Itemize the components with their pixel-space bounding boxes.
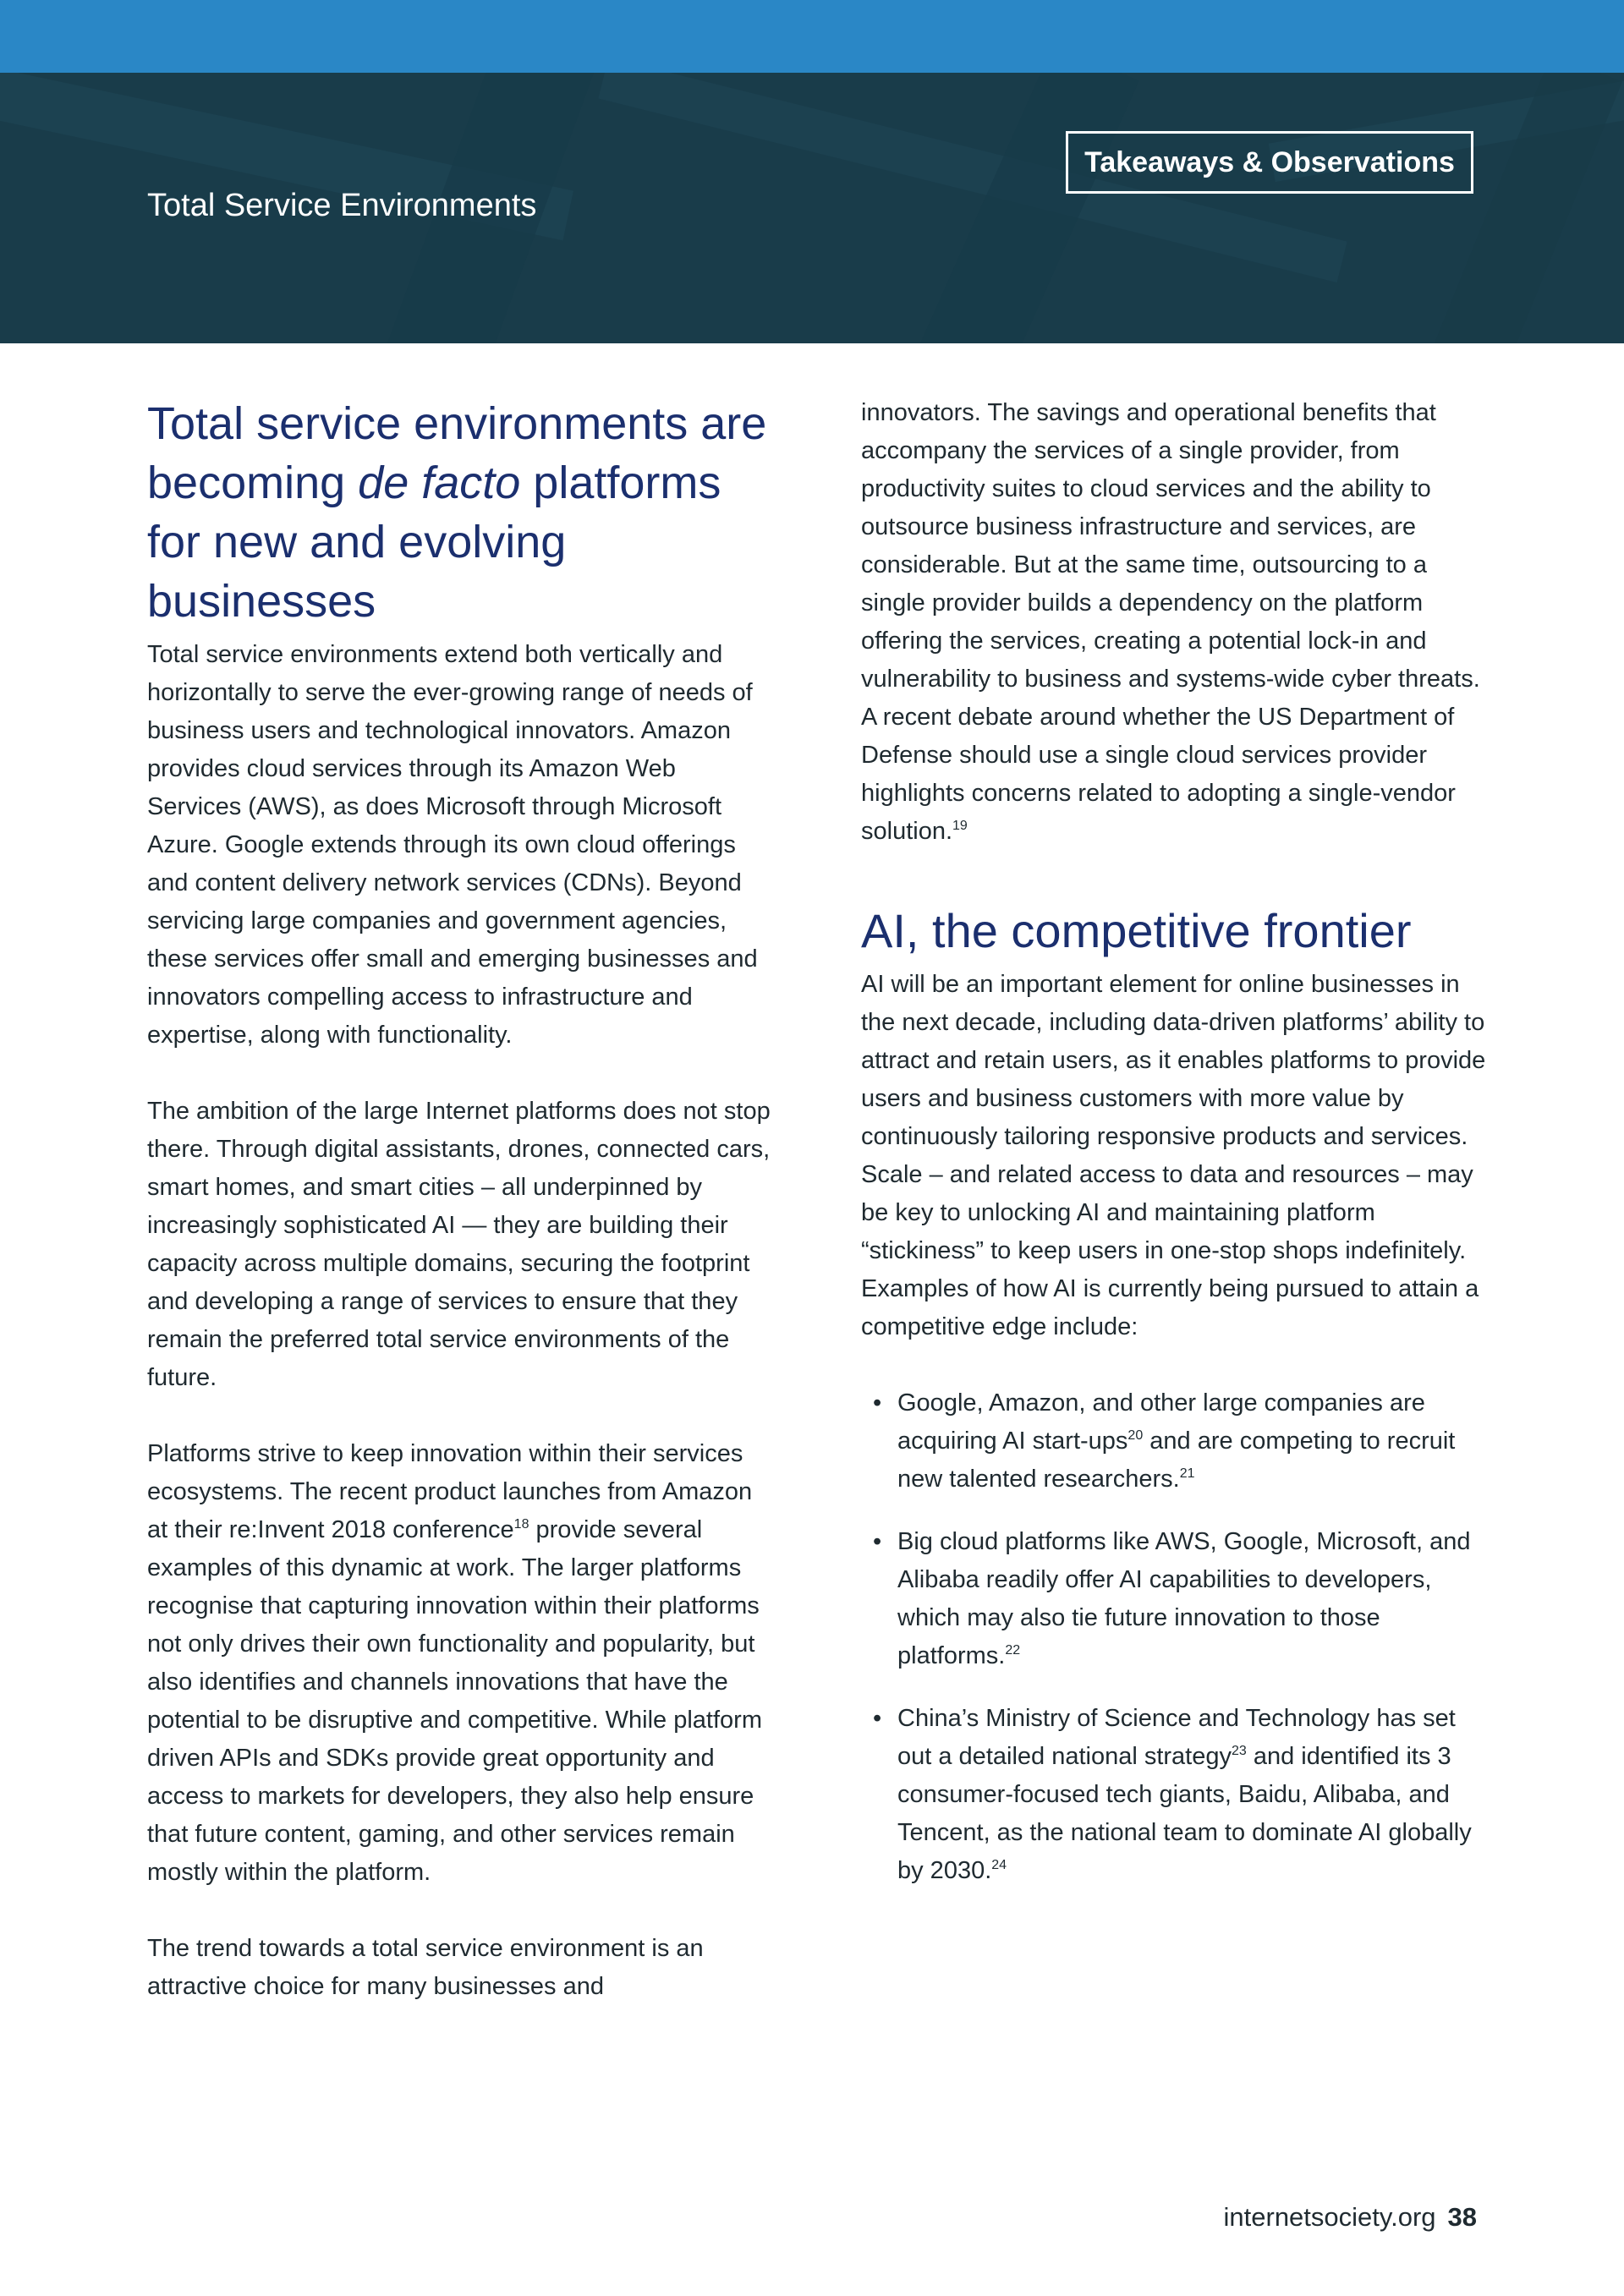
footnote-ref[interactable]: 20 xyxy=(1127,1428,1144,1443)
ai-examples-list xyxy=(861,1384,1487,1890)
left-paragraph-4: The trend towards a total service environment is an attractive choice for many businesses and xyxy=(147,1935,704,2000)
left-paragraph-2: The ambition of the large Internet platforms does not stop there. Through digital assistants, drones, connected cars, smart homes, and smart cities – all underpinned by increasingly sophisticated AI — they are building their capacity across multiple domains, securing the footprint and developing a range of services to ensure that they remain the preferred total service environments of the future. xyxy=(147,1098,771,1391)
page-footer xyxy=(1224,2202,1477,2233)
right-paragraph-2: AI will be an important element for online businesses in the next decade, including data-driven platforms’ ability to attract and retain users, as it enables platforms to provide users and business customers with more value by continuously tailoring responsive products and services. Scale – and related access to data and resources – may be key to unlocking AI and maintaining platform “stickiness” to keep users in one-stop shops indefinitely. Examples of how AI is currently being pursued to attain a competitive edge include: xyxy=(861,971,1486,1340)
footnote-ref[interactable]: 18 xyxy=(513,1517,529,1532)
ai-heading: AI, the competitive frontier xyxy=(861,904,1412,957)
footnote-ref[interactable]: 19 xyxy=(952,819,968,833)
list-item: • Google, Amazon, and other large companies are acquiring AI start-ups$^{20}$ and are competing to recruit new talented researchers.$^{21}$ xyxy=(861,1384,1487,1499)
left-paragraph-1: Total service environments extend both vertically and horizontally to serve the ever-growing range of needs of business users and technological innovators. Amazon provides cloud services through its Amazon Web Services (AWS), as does Microsoft through Microsoft Azure. Google extends through its own cloud offerings and content delivery network services (CDNs). Beyond servicing large companies and government agencies, these services offer small and emerging businesses and innovators compelling access to infrastructure and expertise, along with functionality. xyxy=(147,641,758,1049)
left-column xyxy=(147,394,775,2006)
top-accent-stripe xyxy=(0,0,1624,73)
header-banner xyxy=(0,73,1624,343)
footer-site-link[interactable]: internetsociety.org xyxy=(1223,2202,1436,2232)
footnote-ref[interactable]: 23 xyxy=(1232,1744,1247,1758)
takeaways-tag: Takeaways & Observations xyxy=(1066,131,1473,194)
bullet-icon: • xyxy=(873,1389,882,1417)
footnote-ref[interactable]: 21 xyxy=(1179,1466,1195,1481)
main-heading: Total service environments are becoming de facto platforms for new and evolving businesses xyxy=(147,398,767,627)
left-paragraph-3: Platforms strive to keep innovation within their services ecosystems. The recent product launches from Amazon at their re:Invent 2018 conference$^{18}$ provide several examples of this dynamic at work. The larger platforms recognise that capturing innovation within their platforms not only drives their own functionality and popularity, but also identifies and channels innovations that have the potential to be disruptive and competitive. While platform driven APIs and SDKs provide great opportunity and access to markets for developers, they also help ensure that future content, gaming, and other services remain mostly within the platform. xyxy=(147,1440,762,1886)
footnote-ref[interactable]: 22 xyxy=(1005,1643,1021,1658)
section-title: Total Service Environments xyxy=(147,188,537,223)
right-paragraph-1: innovators. The savings and operational benefits that accompany the services of a single provider, from productivity suites to cloud services and the ability to outsource business infrastructure and services, are considerable. But at the same time, outsourcing to a single provider builds a dependency on the platform offering the services, creating a potential lock-in and vulnerability to business and systems-wide cyber threats. A recent debate around whether the US Department of Defense should use a single cloud services provider highlights concerns related to adopting a single-vendor solution.$^{19}$ xyxy=(861,399,1480,845)
list-item: • Big cloud platforms like AWS, Google, Microsoft, and Alibaba readily offer AI capabilities to developers, which may also tie future innovation to those platforms.$^{22}$ xyxy=(861,1523,1487,1675)
page-number: 38 xyxy=(1447,2202,1477,2232)
list-item: • China’s Ministry of Science and Technology has set out a detailed national strategy$^{23}$ and identified its 3 consumer-focused tech giants, Baidu, Alibaba, and Tencent, as the national team to dominate AI globally by 2030.24 xyxy=(861,1700,1487,1890)
right-column xyxy=(861,394,1487,1890)
bullet-icon: • xyxy=(873,1705,882,1732)
bullet-icon: • xyxy=(873,1528,882,1555)
footnote-ref[interactable]: 24 xyxy=(991,1858,1007,1872)
